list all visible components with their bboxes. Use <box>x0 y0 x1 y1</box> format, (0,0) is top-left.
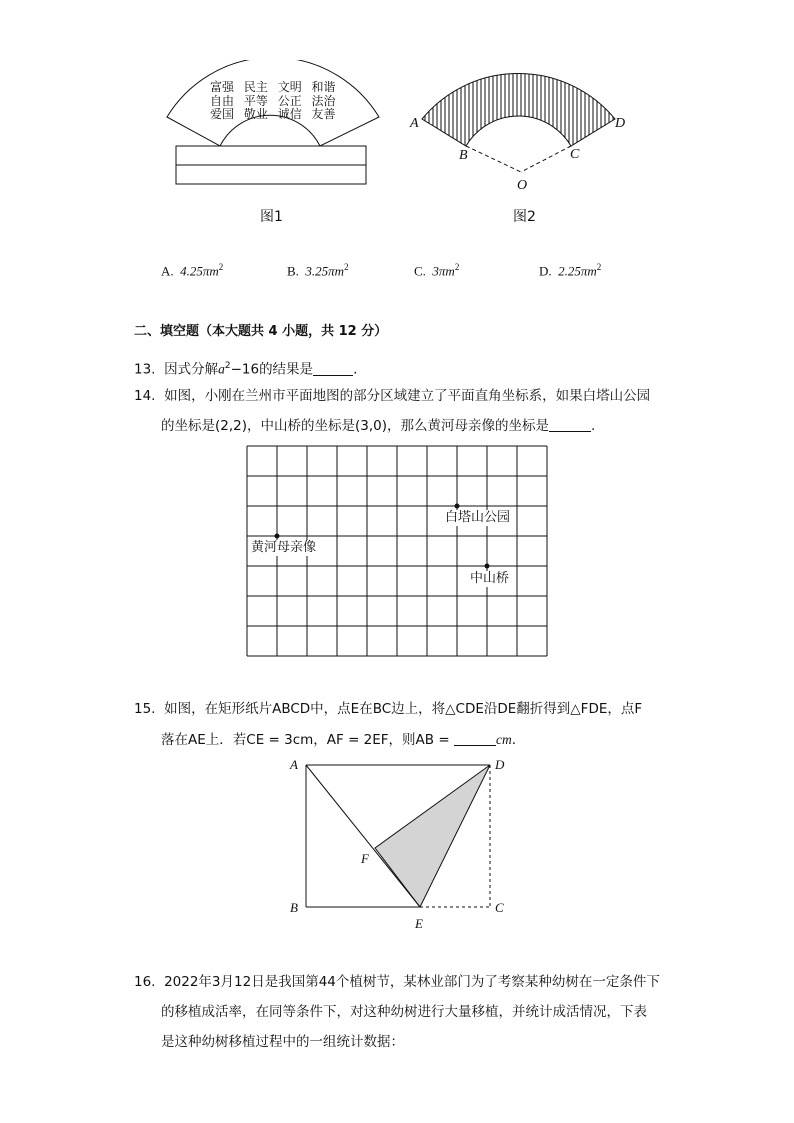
label-C: C <box>495 900 504 915</box>
label-huanghe-statue: 黄河母亲像 <box>251 540 317 555</box>
label-C: C <box>570 147 580 162</box>
fan-word: 民主 <box>243 80 268 94</box>
baita-point <box>455 504 460 509</box>
label-B: B <box>459 148 468 163</box>
question-16-line-3: 是这种幼树移植过程中的一组统计数据： <box>161 1034 404 1050</box>
fan-text-row-3 <box>210 108 336 121</box>
fan-word: 平等 <box>243 94 268 108</box>
huanghe-point <box>275 534 280 539</box>
fan-word: 法治 <box>311 94 336 108</box>
label-B: B <box>290 900 298 915</box>
fan-word: 自由 <box>210 94 235 108</box>
fan-word: 诚信 <box>277 107 302 121</box>
zhongshan-point <box>485 564 490 569</box>
label-A: A <box>410 116 419 131</box>
label-E: E <box>415 916 423 931</box>
question-14-line-2: 的坐标是(2,2)，中山桥的坐标是(3,0)，那么黄河母亲像的坐标是 . <box>161 418 596 434</box>
label-O: O <box>517 178 528 193</box>
label-baita-park: 白塔山公园 <box>445 510 511 525</box>
section-heading: 二、填空题（本大题共 4 小题，共 12 分） <box>134 324 388 339</box>
figure-1-caption: 图1 <box>260 209 283 225</box>
option-c[interactable]: C. $3\pi m^2$ <box>414 262 460 279</box>
fan-word: 爱国 <box>210 107 235 121</box>
fan-text-row-1 <box>210 81 336 94</box>
option-b[interactable]: B. $3.25\pi m^2$ <box>287 262 349 279</box>
answer-blank[interactable] <box>454 731 496 746</box>
label-A: A <box>290 757 298 772</box>
fan-word: 友善 <box>311 107 336 121</box>
answer-blank[interactable] <box>313 361 353 376</box>
question-15-line-1: 15. 如图，在矩形纸片ABCD中，点E在BC边上，将△CDE沿DE翻折得到△FDE，点F <box>134 701 643 717</box>
label-zhongshan-bridge: 中山桥 <box>470 571 510 586</box>
fan-word: 和谐 <box>311 80 336 94</box>
option-d[interactable]: D. $2.25\pi m^2$ <box>539 262 602 279</box>
figure-2-caption: 图2 <box>513 209 536 225</box>
label-D: D <box>615 116 626 131</box>
answer-blank[interactable] <box>549 417 591 432</box>
fan-word: 富强 <box>210 80 235 94</box>
label-D: D <box>495 757 505 772</box>
label-F: F <box>361 851 369 866</box>
question-14-line-1: 14. 如图，小刚在兰州市平面地图的部分区域建立了平面直角坐标系，如果白塔山公园 <box>134 388 651 404</box>
fan-word: 公正 <box>277 94 302 108</box>
fan-word: 敬业 <box>243 107 268 121</box>
fan-word: 文明 <box>277 80 302 94</box>
question-13: 13. 因式分解$a^2-16$的结果是 . <box>134 361 358 378</box>
question-15-line-2: 落在AE上．若CE = 3cm，AF = 2EF，则AB = cm. <box>161 732 516 748</box>
option-a[interactable]: A. $4.25\pi m^2$ <box>161 262 224 279</box>
rectangle-fold-figure <box>300 760 500 915</box>
question-16-line-2: 的移植成活率，在同等条件下，对这种幼树进行大量移植，并统计成活情况，下表 <box>161 1004 647 1020</box>
question-16-line-1: 16. 2022年3月12日是我国第44个植树节，某林业部门为了考察某种幼树在一定条件下 <box>134 974 660 990</box>
